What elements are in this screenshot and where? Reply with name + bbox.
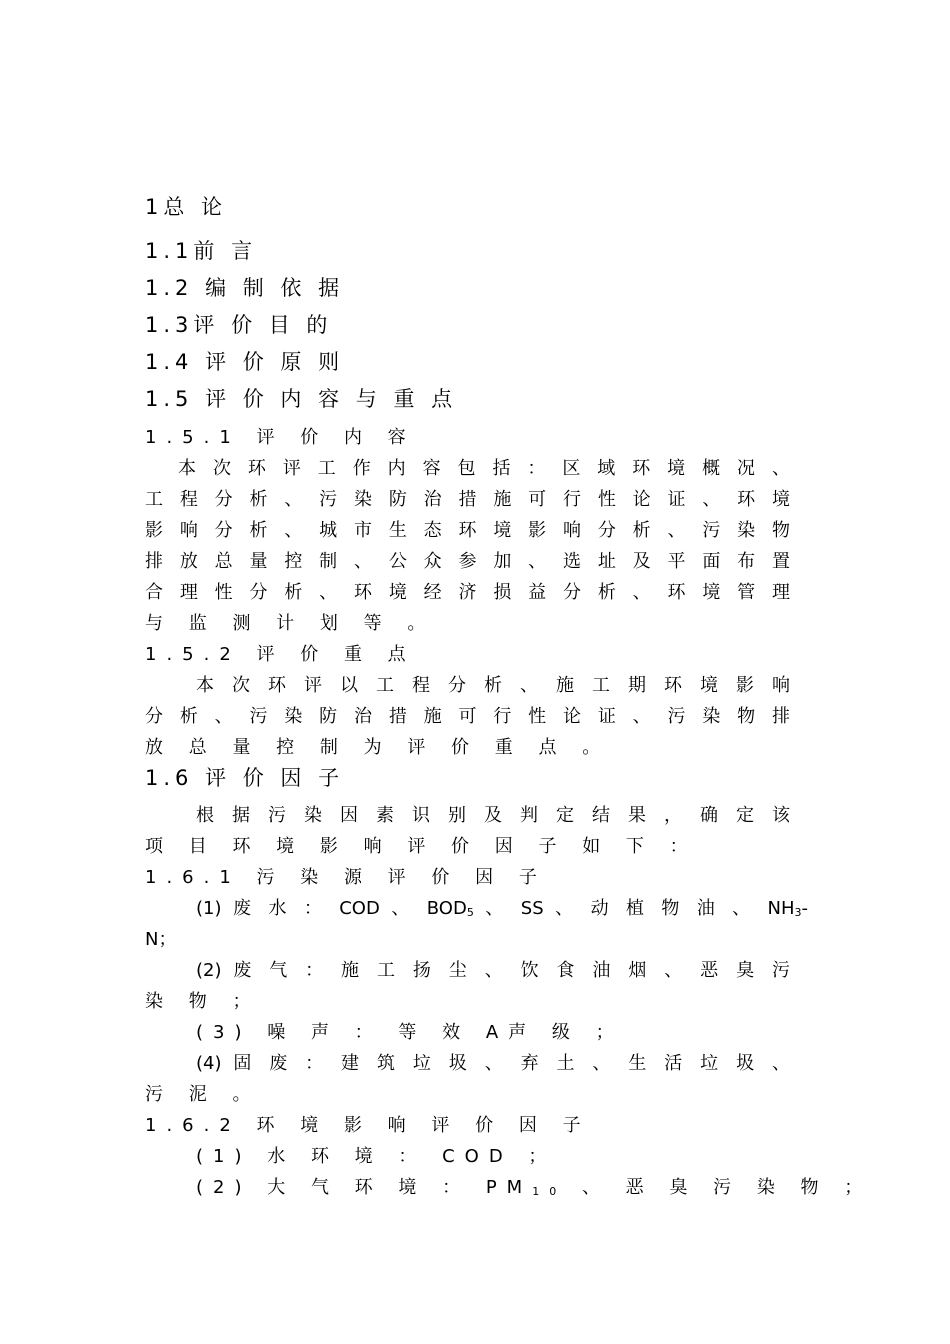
paragraph-line: 排 放 总 量 控 制 、 公 众 参 加 、 选 址 及 平 面 布 置 (145, 551, 790, 572)
list-item-solid-waste: (4) 固 废 ： 建 筑 垃 圾 、 弃 土 、 生 活 垃 圾 、 (196, 1053, 790, 1074)
list-item-text: 、 恶 臭 污 染 物 ； (581, 1177, 873, 1198)
paragraph-line: 本 次 环 评 工 作 内 容 包 括 ： 区 域 环 境 概 况 、 (178, 458, 790, 479)
list-item-continuation: 污 泥 。 (145, 1084, 261, 1105)
paragraph-line: 本 次 环 评 以 工 程 分 析 、 施 工 期 环 境 影 响 (196, 675, 790, 696)
list-item-continuation: 染 物 ； (145, 991, 261, 1012)
subscript: 10 (532, 1185, 567, 1198)
list-item-water-env: (1) 水 环 境 ： COD ； (196, 1146, 557, 1167)
paragraph-line: 项 目 环 境 影 响 评 价 因 子 如 下 ： (145, 836, 698, 857)
subscript: 5 (466, 906, 474, 919)
subsection-heading-1-5-2: 1.5.2 评 价 重 点 (145, 644, 416, 665)
paragraph-line: 影 响 分 析 、 城 市 生 态 环 境 影 响 分 析 、 污 染 物 (145, 520, 790, 541)
chapter-heading: 1总 论 (145, 195, 228, 219)
list-item-text: - (801, 898, 809, 919)
list-item-continuation: N； (145, 929, 177, 950)
list-item-text: (2) 大 气 环 境 ： PM (196, 1177, 533, 1198)
section-heading-1-2: 1.2 编 制 依 据 (145, 276, 345, 300)
section-heading-1-1: 1.1前 言 (145, 239, 258, 263)
list-item-wastewater (196, 897, 808, 921)
paragraph-line: 工 程 分 析 、 污 染 防 治 措 施 可 行 性 论 证 、 环 境 (145, 489, 790, 510)
section-heading-1-4: 1.4 评 价 原 则 (145, 350, 345, 374)
list-item-exhaust: (2) 废 气 ： 施 工 扬 尘 、 饮 食 油 烟 、 恶 臭 污 (196, 960, 790, 981)
paragraph-line: 与 监 测 计 划 等 。 (145, 613, 436, 634)
list-item-air-env (196, 1176, 873, 1200)
section-heading-1-3: 1.3评 价 目 的 (145, 313, 333, 337)
list-item-text: (1) 废 水 ： COD 、 BOD (196, 898, 467, 919)
subsection-heading-1-6-2: 1.6.2 环 境 影 响 评 价 因 子 (145, 1115, 591, 1136)
paragraph-line: 分 析 、 污 染 防 治 措 施 可 行 性 论 证 、 污 染 物 排 (145, 706, 790, 727)
paragraph-line: 合 理 性 分 析 、 环 境 经 济 损 益 分 析 、 环 境 管 理 (145, 582, 790, 603)
list-item-text: 、 SS 、 动 植 物 油 、 NH (485, 898, 795, 919)
subscript: 3 (794, 906, 802, 919)
subsection-heading-1-5-1: 1.5.1 评 价 内 容 (145, 427, 416, 448)
section-heading-1-6: 1.6 评 价 因 子 (145, 766, 345, 790)
paragraph-line: 根 据 污 染 因 素 识 别 及 判 定 结 果 ， 确 定 该 (196, 805, 790, 826)
subsection-heading-1-6-1: 1.6.1 污 染 源 评 价 因 子 (145, 867, 547, 888)
paragraph-line: 放 总 量 控 制 为 评 价 重 点 。 (145, 737, 611, 758)
list-item-noise: (3) 噪 声 ： 等 效 A声 级 ； (196, 1022, 624, 1043)
section-heading-1-5: 1.5 评 价 内 容 与 重 点 (145, 387, 458, 411)
